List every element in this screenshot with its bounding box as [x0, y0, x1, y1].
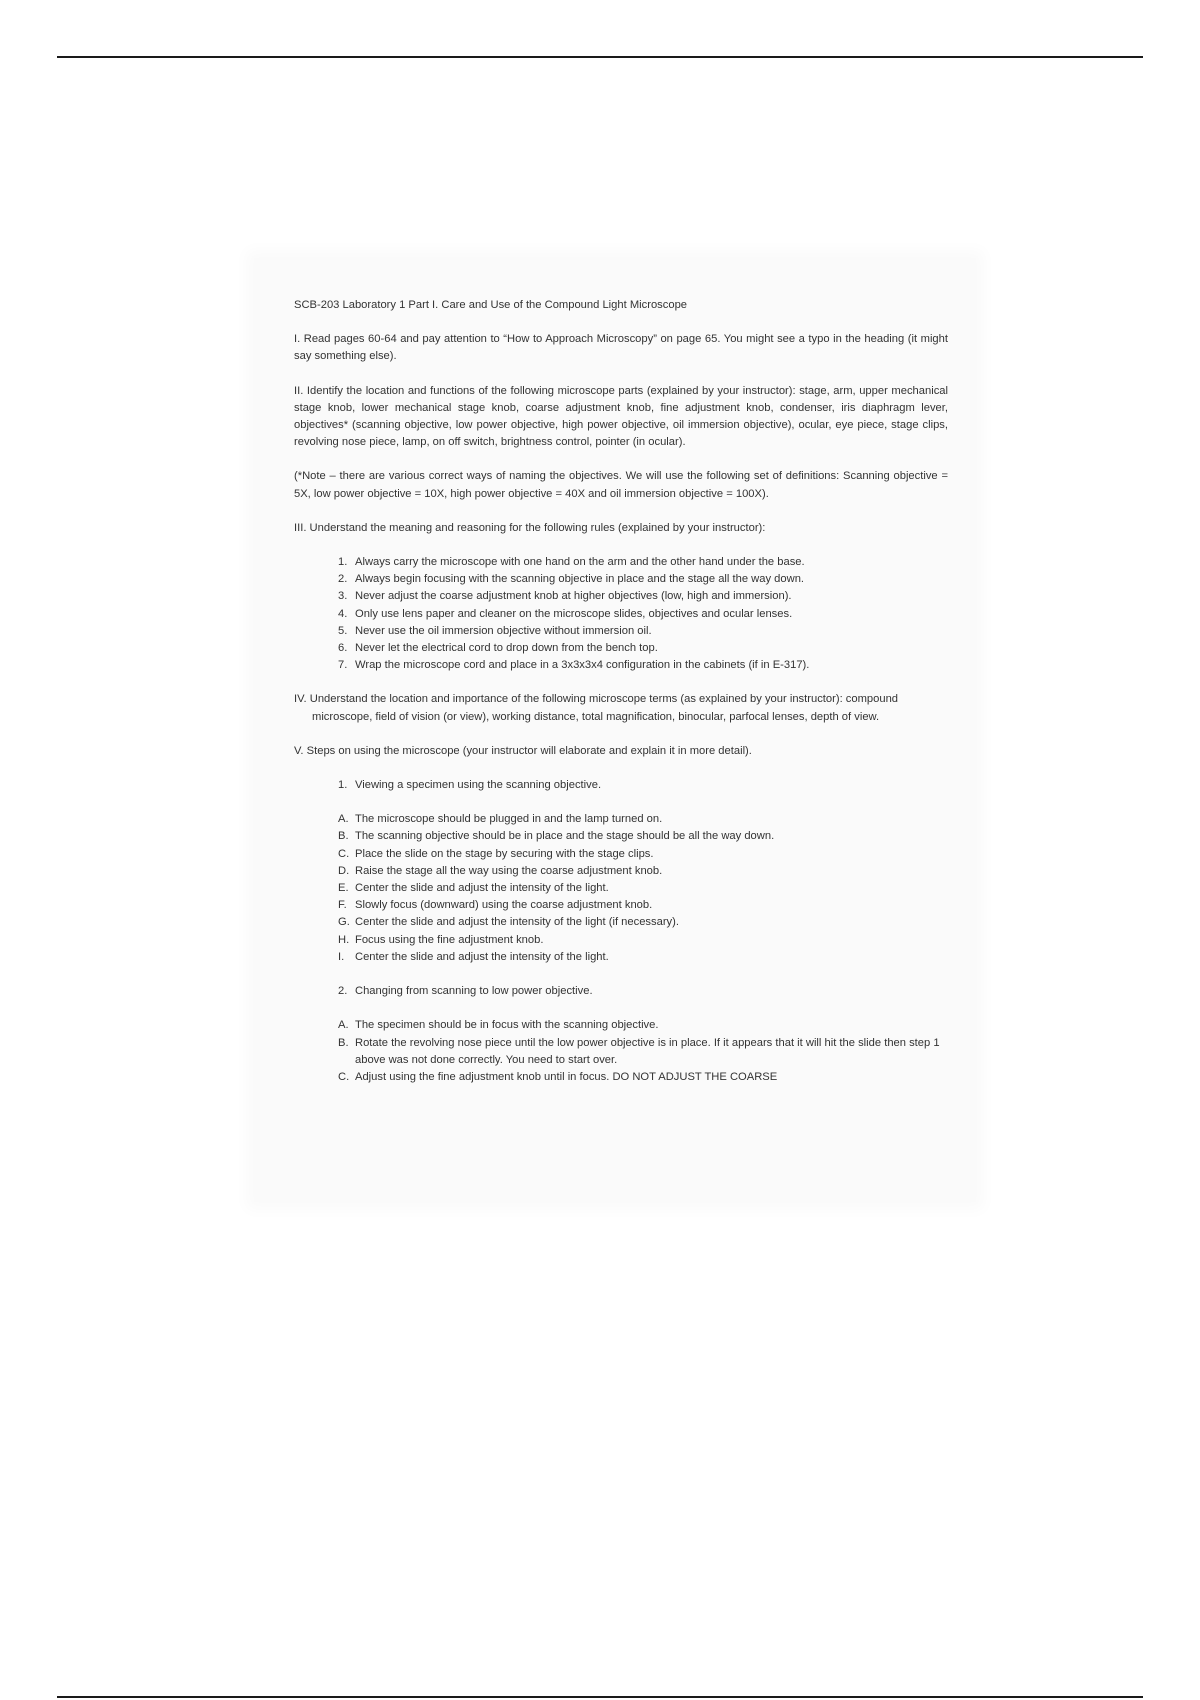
- step-2-list: [294, 1017, 948, 1086]
- list-item: [338, 932, 948, 949]
- note-paragraph: (*Note – there are various correct ways of naming the objectives. We will use the following set of definitions: Scanning objective = 5X, low power objective = 10X, high power objective = 40X and oil immersion objective = 100X).: [294, 470, 948, 500]
- bottom-rule: [57, 1696, 1143, 1698]
- list-item: [338, 914, 948, 931]
- section-2-paragraph: II. Identify the location and functions of the following microscope parts (explained by your instructor): stage, arm, upper mechanical stage knob, lower mechanical stage knob, coarse adjustment knob, fine adjustment knob, condenser, iris diaphragm lever, objectives* (scanning objective, low power objective, high power objective, oil immersion objective), ocular, eye piece, stage clips, revolving nose piece, lamp, on off switch, brightness control, pointer (in ocular).: [294, 384, 948, 449]
- list-item: [338, 828, 948, 845]
- list-item: [338, 983, 948, 1000]
- rules-list: [294, 554, 948, 674]
- list-item: [338, 640, 948, 657]
- list-item: [338, 949, 948, 966]
- section-1-paragraph: I. Read pages 60-64 and pay attention to “How to Approach Microscopy” on page 65. You might see a typo in the heading (it might say something else).: [294, 333, 948, 363]
- list-item: [338, 1069, 948, 1086]
- list-item: [338, 897, 948, 914]
- list-item: [338, 1035, 948, 1069]
- step-1-heading: Viewing a specimen using the scanning objective.: [355, 779, 602, 792]
- list-item: [338, 588, 948, 605]
- list-item-text: Focus using the fine adjustment knob.: [355, 933, 544, 946]
- list-letter: H.: [338, 933, 350, 946]
- step-1-list: [294, 811, 948, 966]
- list-number: 2.: [338, 573, 348, 586]
- step-1-heading-list: [294, 777, 948, 794]
- list-letter: I.: [338, 950, 345, 963]
- list-item: [338, 657, 948, 674]
- list-item-text: Rotate the revolving nose piece until the low power objective is in place. If it appears that it will hit the slide then step 1 above was not done correctly. You need to start over.: [355, 1036, 940, 1066]
- list-letter: C.: [338, 1070, 350, 1083]
- list-item-text: The microscope should be plugged in and the lamp turned on.: [355, 813, 663, 826]
- list-item-text: Center the slide and adjust the intensity of the light.: [355, 882, 609, 895]
- list-item: [338, 880, 948, 897]
- list-item-text: Raise the stage all the way using the coarse adjustment knob.: [355, 864, 663, 877]
- list-item-text: Never use the oil immersion objective without immersion oil.: [355, 624, 652, 637]
- list-item-text: Never let the electrical cord to drop down from the bench top.: [355, 642, 658, 655]
- list-number: 1.: [338, 556, 348, 569]
- list-item: [338, 863, 948, 880]
- list-letter: B.: [338, 1036, 349, 1049]
- list-item-text: Wrap the microscope cord and place in a 3x3x3x4 configuration in the cabinets (if in E-317).: [355, 659, 810, 672]
- list-number: 3.: [338, 590, 348, 603]
- document-title: SCB-203 Laboratory 1 Part I. Care and Use of the Compound Light Microscope: [294, 299, 688, 311]
- list-item-text: Adjust using the fine adjustment knob until in focus. DO NOT ADJUST THE COARSE: [355, 1070, 778, 1083]
- list-number: 5.: [338, 624, 348, 637]
- list-number: 1.: [338, 779, 348, 792]
- section-3-heading: III. Understand the meaning and reasoning for the following rules (explained by your instructor):: [294, 521, 766, 534]
- list-item: [338, 554, 948, 571]
- list-item: [338, 846, 948, 863]
- list-item-text: Slowly focus (downward) using the coarse adjustment knob.: [355, 899, 653, 912]
- list-letter: G.: [338, 916, 350, 929]
- section-5-heading: V. Steps on using the microscope (your instructor will elaborate and explain it in more detail).: [294, 744, 752, 757]
- list-letter: E.: [338, 882, 349, 895]
- list-item: [338, 777, 948, 794]
- list-number: 4.: [338, 607, 348, 620]
- list-item-text: Never adjust the coarse adjustment knob at higher objectives (low, high and immersion).: [355, 590, 792, 603]
- list-item-text: Center the slide and adjust the intensity of the light (if necessary).: [355, 916, 679, 929]
- list-item-text: The scanning objective should be in place and the stage should be all the way down.: [355, 830, 775, 843]
- step-2-heading-list: [294, 983, 948, 1000]
- list-item-text: Center the slide and adjust the intensity of the light.: [355, 950, 609, 963]
- top-rule: [57, 56, 1143, 58]
- list-letter: D.: [338, 864, 350, 877]
- list-number: 2.: [338, 985, 348, 998]
- list-letter: F.: [338, 899, 347, 912]
- list-item: [338, 1017, 948, 1034]
- list-item-text: Place the slide on the stage by securing with the stage clips.: [355, 847, 654, 860]
- document-body: [294, 297, 948, 1086]
- list-number: 6.: [338, 642, 348, 655]
- list-item: [338, 571, 948, 588]
- list-letter: B.: [338, 830, 349, 843]
- list-item-text: Always carry the microscope with one hand on the arm and the other hand under the base.: [355, 556, 805, 569]
- list-letter: A.: [338, 813, 349, 826]
- list-item-text: The specimen should be in focus with the scanning objective.: [355, 1019, 659, 1032]
- list-letter: C.: [338, 847, 350, 860]
- list-item: [338, 623, 948, 640]
- list-letter: A.: [338, 1019, 349, 1032]
- section-4-paragraph: IV. Understand the location and importance of the following microscope terms (as explained by your instructor): compound microscope, field of vision (or view), working distance, total magnification, binocular, parfocal lenses, depth of view.: [294, 693, 899, 723]
- list-item: [338, 811, 948, 828]
- list-number: 7.: [338, 659, 348, 672]
- list-item: [338, 606, 948, 623]
- list-item-text: Always begin focusing with the scanning objective in place and the stage all the way down.: [355, 573, 805, 586]
- list-item-text: Only use lens paper and cleaner on the microscope slides, objectives and ocular lenses.: [355, 607, 793, 620]
- step-2-heading: Changing from scanning to low power objective.: [355, 985, 593, 998]
